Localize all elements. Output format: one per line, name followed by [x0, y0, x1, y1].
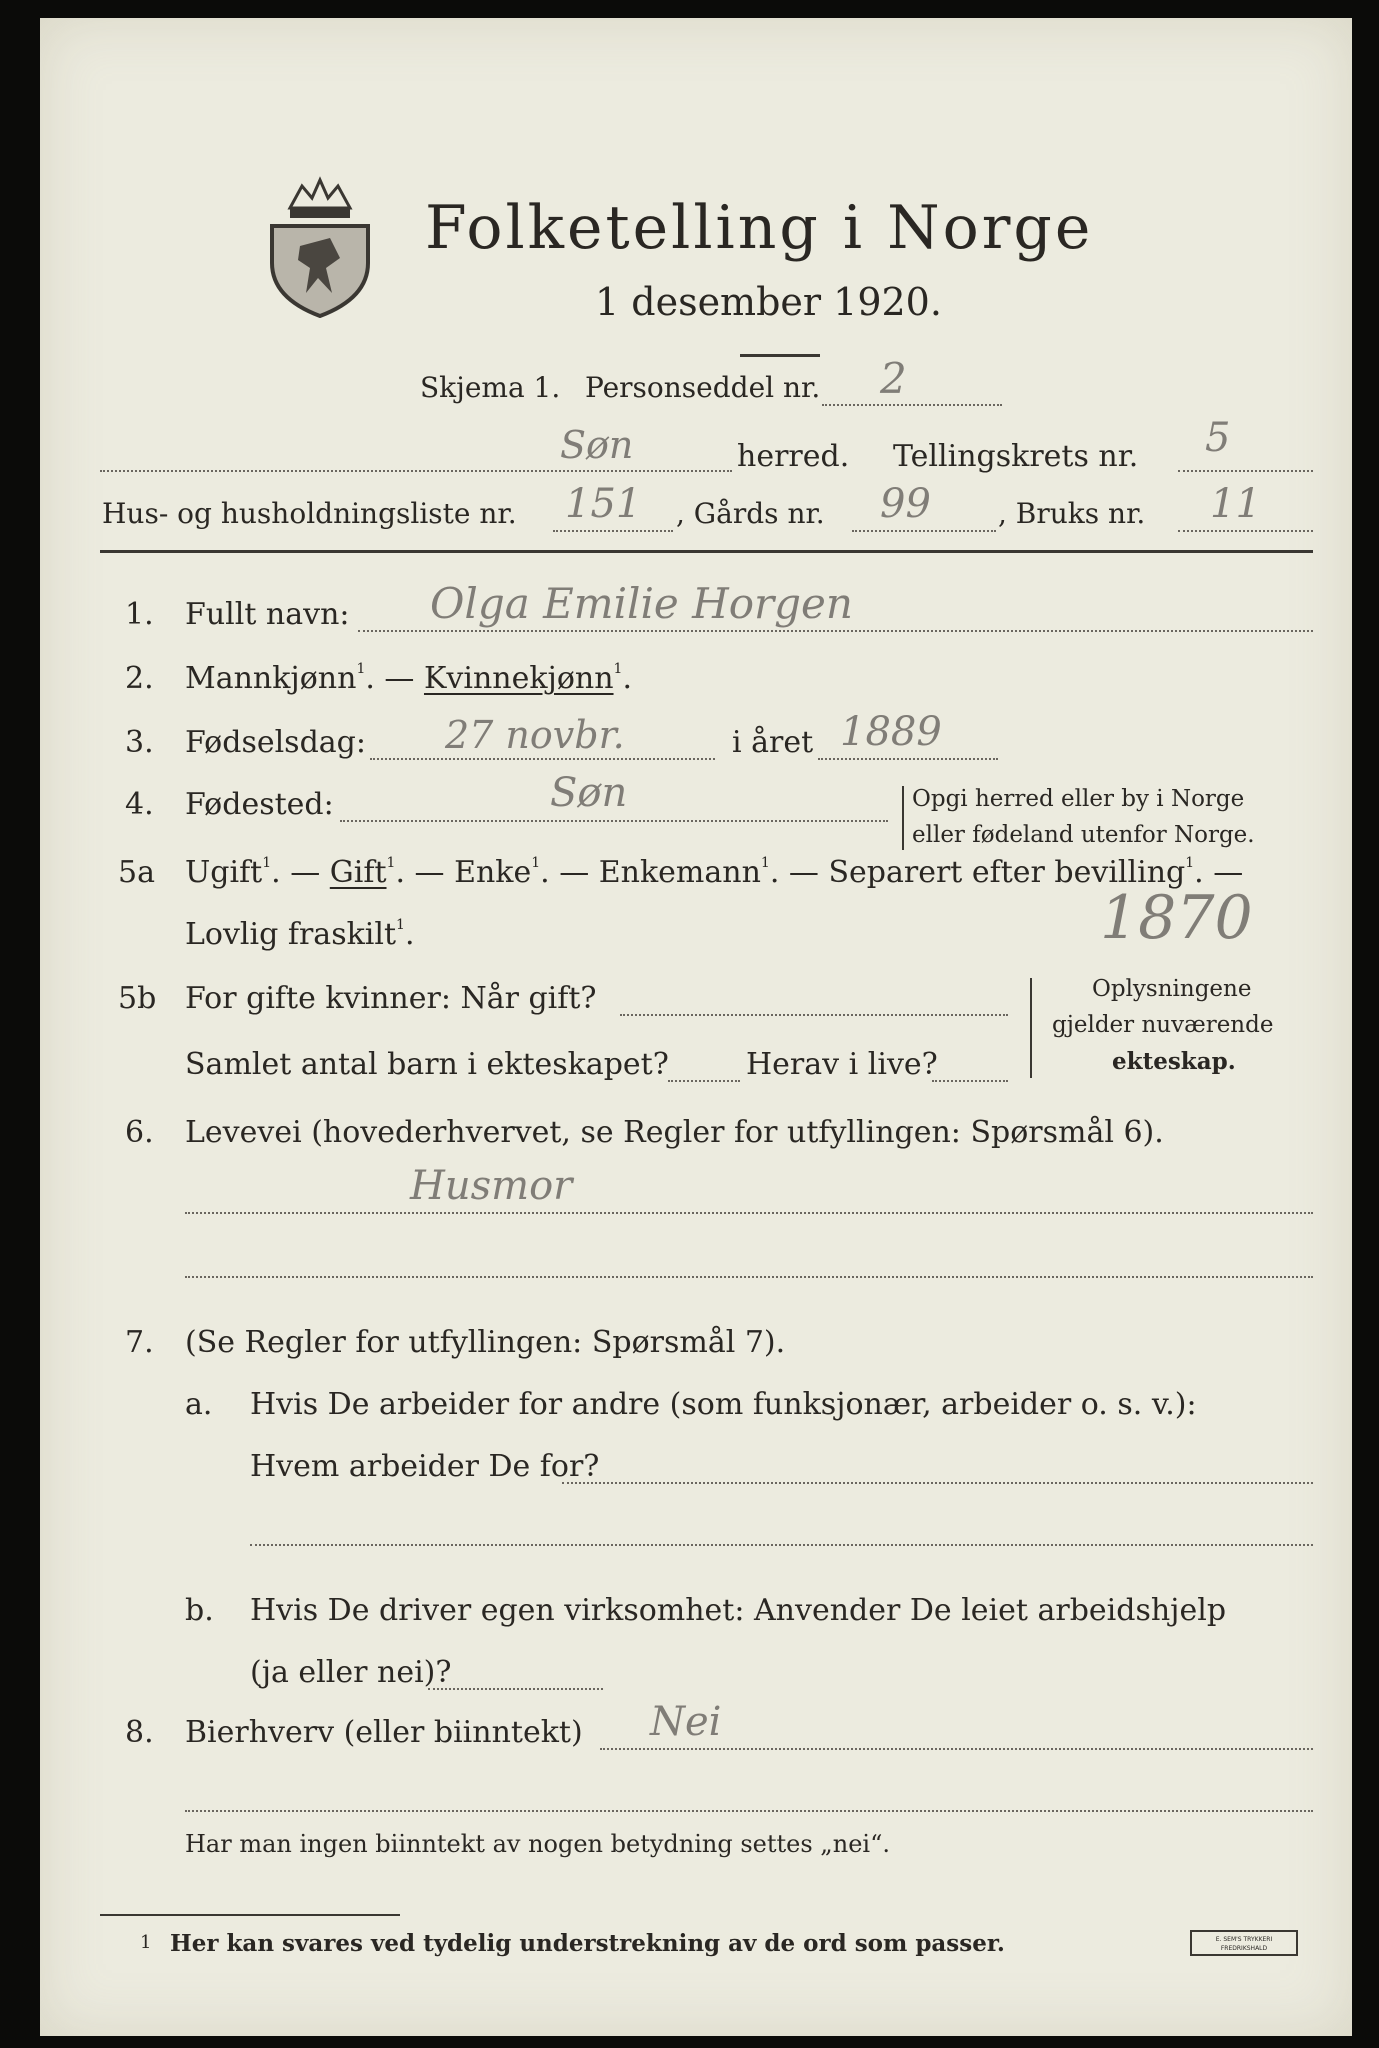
q2-separator: . —	[365, 661, 415, 696]
q2-female[interactable]: Kvinnekjønn	[423, 661, 614, 696]
q5a-separator-4: . —	[769, 855, 819, 890]
q5a-number: 5a	[118, 855, 155, 890]
q2-female-footnote-mark: 1	[613, 661, 623, 677]
coat-of-arms-icon	[260, 168, 380, 318]
footnote-mark: 1	[140, 1932, 152, 1953]
hus-line	[553, 530, 673, 532]
herred-label: herred.	[737, 439, 850, 474]
q5a-lovlig-row: Lovlig fraskilt$^1$.	[185, 917, 415, 952]
q7a-line-1	[562, 1482, 1313, 1484]
footnote-text: Her kan svares ved tydelig understrekning av de ord som passer.	[170, 1930, 1005, 1957]
q1-label: Fullt navn:	[185, 597, 350, 632]
q3-year-line	[818, 758, 998, 760]
q4-line	[340, 820, 888, 822]
q7b-text: Hvis De driver egen virksomhet: Anvender De leiet arbeidshjelp	[250, 1593, 1227, 1628]
tellingskrets-value[interactable]: 5	[1205, 415, 1231, 461]
bruks-line	[1178, 530, 1313, 532]
q5b-note-line3: ekteskap.	[1112, 1048, 1236, 1075]
q5a-enke[interactable]: Enke	[454, 855, 532, 890]
footer-divider	[100, 1914, 400, 1916]
title-divider	[740, 354, 820, 357]
q8-label: Bierhverv (eller biinntekt)	[185, 1715, 583, 1750]
q5a-gift-footnote-mark: 1	[386, 855, 396, 871]
q1-number: 1.	[125, 597, 154, 632]
q5a-margin-note: 1870	[1100, 883, 1253, 953]
q5a-separert[interactable]: Separert efter bevilling	[828, 855, 1186, 890]
herred-value[interactable]: Søn	[560, 423, 634, 467]
q1-line	[358, 630, 1313, 632]
q6-label: Levevei (hovederhvervet, se Regler for utfyllingen: Spørsmål 6).	[185, 1115, 1164, 1150]
q4-label: Fødested:	[185, 787, 334, 822]
q2-male-footnote-mark: 1	[356, 661, 366, 677]
q5b-note-line2: gjelder nuværende	[1052, 1012, 1274, 1038]
q6-number: 6.	[125, 1115, 154, 1150]
q3-number: 3.	[125, 725, 154, 760]
q8-side-income[interactable]: Nei	[650, 1699, 722, 1745]
bruks-value[interactable]: 11	[1210, 481, 1261, 527]
q4-birthplace[interactable]: Søn	[550, 770, 628, 816]
personseddel-label: Personseddel nr.	[585, 371, 821, 404]
q7b-number: b.	[185, 1593, 214, 1628]
q6-line-1	[185, 1212, 1313, 1214]
q7a-text: Hvis De arbeider for andre (som funksjonær, arbeider o. s. v.):	[250, 1387, 1197, 1422]
q7a-line-2	[250, 1544, 1313, 1546]
q8-line-1	[600, 1748, 1313, 1750]
q4-note-line1: Opgi herred eller by i Norge	[912, 786, 1245, 812]
q5b-children-line	[668, 1080, 740, 1082]
q5b-alive-line	[932, 1080, 1008, 1082]
q5a-lovlig[interactable]: Lovlig fraskilt	[185, 917, 397, 952]
q5a-options	[185, 855, 1244, 890]
q2-end: .	[622, 661, 632, 696]
q5a-ugift[interactable]: Ugift	[185, 855, 263, 890]
census-date: 1 desember 1920.	[595, 280, 942, 324]
q5a-separator-1: . —	[271, 855, 321, 890]
q7a-question: Hvem arbeider De for?	[250, 1449, 600, 1484]
q2-number: 2.	[125, 661, 154, 696]
q3-birth-year[interactable]: 1889	[840, 709, 942, 755]
q6-line-2	[185, 1276, 1313, 1278]
q5a-ugift-footnote-mark: 1	[262, 855, 272, 871]
q7-number: 7.	[125, 1325, 154, 1360]
q7-label: (Se Regler for utfyllingen: Spørsmål 7).	[185, 1325, 786, 1360]
q4-note-line2: eller fødeland utenfor Norge.	[912, 822, 1255, 848]
q5a-enke-footnote-mark: 1	[531, 855, 541, 871]
header-divider	[100, 550, 1313, 553]
gards-label: , Gårds nr.	[676, 497, 825, 530]
q5b-alive-label: Herav i live?	[746, 1047, 938, 1082]
q7a-number: a.	[185, 1387, 213, 1422]
q6-occupation[interactable]: Husmor	[410, 1163, 573, 1209]
q5b-children-label: Samlet antal barn i ekteskapet?	[185, 1047, 669, 1082]
q8-number: 8.	[125, 1715, 154, 1750]
q7b-question: (ja eller nei)?	[250, 1655, 452, 1690]
q3-line	[370, 758, 715, 760]
census-form-sheet	[40, 18, 1352, 2036]
q5b-married-line	[620, 1014, 1008, 1016]
q1-full-name[interactable]: Olga Emilie Horgen	[430, 579, 853, 628]
q5b-note-line1: Oplysningene	[1092, 976, 1252, 1002]
form-title: Folketelling i Norge	[425, 193, 1094, 263]
q5a-gift[interactable]: Gift	[329, 855, 387, 890]
personseddel-value[interactable]: 2	[880, 354, 907, 403]
tellingskrets-line	[1178, 470, 1313, 472]
herred-line	[100, 470, 732, 472]
q5a-enkemann-footnote-mark: 1	[760, 855, 770, 871]
q5a-separator-2: . —	[395, 855, 445, 890]
q5b-label: For gifte kvinner: Når gift?	[185, 981, 597, 1016]
tellingskrets-label: Tellingskrets nr.	[893, 439, 1139, 474]
q5b-note-brace	[1030, 978, 1032, 1078]
gards-line	[852, 530, 996, 532]
q5a-separator-5: . —	[1194, 855, 1244, 890]
personseddel-line	[822, 404, 1002, 406]
q4-number: 4.	[125, 787, 154, 822]
schema-label: Skjema 1.	[420, 371, 561, 404]
q5a-lovlig-footnote-mark: 1	[396, 917, 405, 933]
q5a-enkemann[interactable]: Enkemann	[598, 855, 761, 890]
q3-label: Fødselsdag:	[185, 725, 366, 760]
bruks-label: , Bruks nr.	[998, 497, 1146, 530]
footer-note: Har man ingen biinntekt av nogen betydning settes „nei“.	[185, 1830, 890, 1858]
q2-gender-options	[185, 661, 632, 696]
q2-male[interactable]: Mannkjønn	[185, 661, 357, 696]
q4-note-brace	[902, 786, 904, 850]
hus-value[interactable]: 151	[565, 481, 642, 527]
q5b-number: 5b	[118, 981, 157, 1016]
q7b-line	[428, 1688, 603, 1690]
q8-line-2	[185, 1810, 1313, 1812]
printer-stamp: E. SEM'S TRYKKERI FREDRIKSHALD	[1190, 1930, 1298, 1956]
q5a-separator-3: . —	[540, 855, 590, 890]
gards-value[interactable]: 99	[880, 481, 931, 527]
hus-label: Hus- og husholdningsliste nr.	[102, 497, 517, 530]
q5a-separert-footnote-mark: 1	[1185, 855, 1195, 871]
q3-year-label: i året	[732, 725, 814, 760]
q3-birthday[interactable]: 27 novbr.	[445, 713, 625, 757]
